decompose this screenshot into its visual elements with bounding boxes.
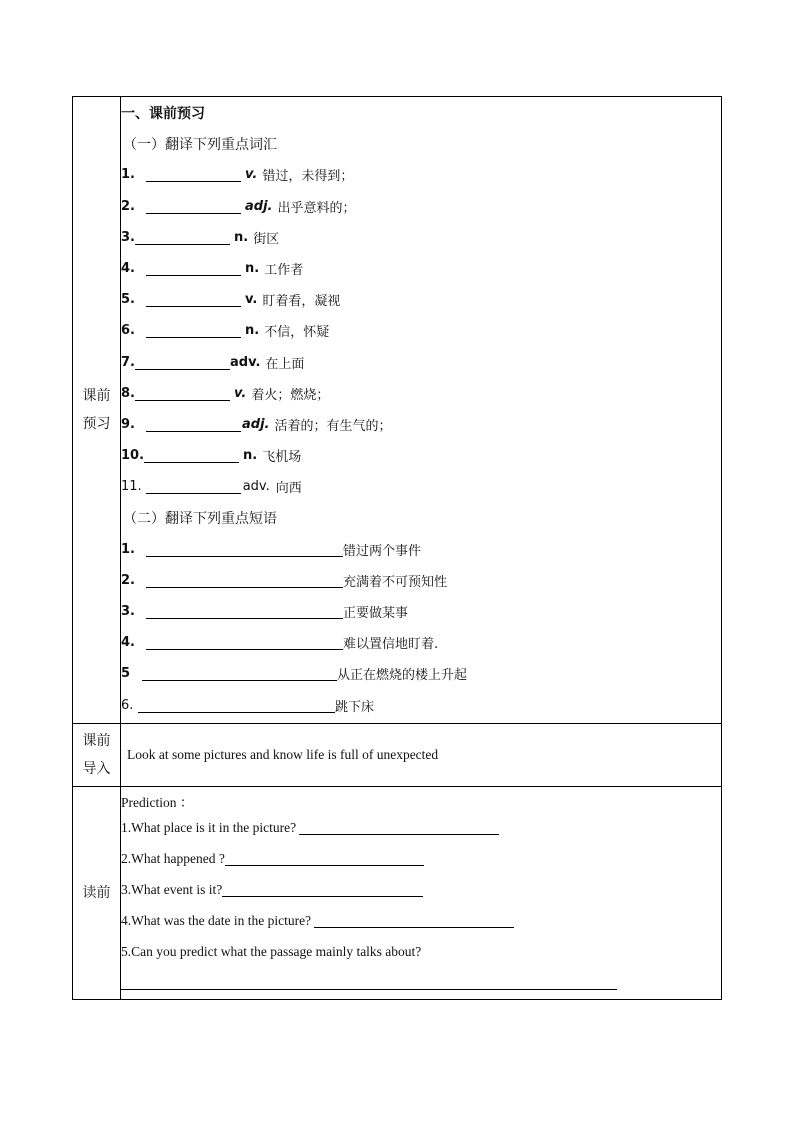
vocab-number: 6. [121,323,135,339]
prereading-label-text: 读前 [82,884,111,901]
prereading-content [121,786,722,999]
phrase-blank[interactable] [146,635,343,650]
phrase-item [121,565,721,596]
intro-label-text: 课前 导入 [82,732,111,777]
phrase-number: 5 [121,666,131,682]
phrase-item [121,534,721,565]
vocab-heading: （一）翻译下列重点词汇 [123,136,277,153]
phrase-number: 2. [121,572,135,588]
vocab-blank[interactable] [146,323,241,338]
question-item [121,968,721,999]
vocab-meaning: 飞机场 [262,450,302,466]
vocab-meaning: 活着的；有生气的； [274,418,392,434]
question-text: 5.Can you predict what the passage mainly talks about? [121,944,422,960]
vocab-number: 7. [121,354,135,370]
answer-blank[interactable] [222,883,423,897]
vocab-number: 3. [121,229,135,245]
question-item [121,844,721,875]
answer-blank[interactable] [299,821,499,835]
vocab-pos: adv. [229,354,261,370]
vocab-item [121,159,721,190]
prereading-label [73,786,121,999]
question-text: 1.What place is it in the picture? [121,820,297,836]
vocab-item [121,315,721,346]
vocab-blank[interactable] [146,199,241,214]
phrase-blank[interactable] [146,542,343,557]
vocab-pos: n. [245,323,260,339]
phrase-meaning: 从正在燃烧的楼上升起 [337,668,468,684]
phrase-meaning: 正要做某事 [343,606,409,622]
vocab-item [121,409,721,440]
question-item [121,937,721,968]
vocab-meaning: 街区 [253,231,280,247]
vocab-blank[interactable] [146,261,241,276]
phrase-item [121,596,721,627]
vocab-pos: adj. [245,198,273,214]
phrase-number: 3. [121,604,135,620]
phrase-number: 6. [121,697,134,713]
vocab-pos: n. [245,261,260,277]
vocab-pos: adv. [242,479,270,495]
prediction-title: Prediction ： [121,794,194,810]
vocab-pos: v. [245,292,258,308]
vocab-meaning: 出乎意料的； [277,200,356,216]
vocab-meaning: 向西 [275,481,302,497]
phrase-item [121,690,721,721]
vocab-item [121,222,721,253]
vocab-pos: n. [233,229,249,245]
preview-label [73,97,121,724]
vocab-pos: v. [245,167,258,183]
answer-blank[interactable] [225,852,424,866]
vocab-item [121,471,721,502]
vocab-number: 1. [121,167,135,183]
vocab-blank[interactable] [146,292,241,307]
vocab-number: 11. [121,479,142,495]
question-text: 4.What was the date in the picture? [121,913,312,929]
vocab-blank[interactable] [135,230,230,245]
vocab-blank[interactable] [135,386,230,401]
phrase-blank[interactable] [146,604,343,619]
preview-content [121,97,722,724]
question-item [121,906,721,937]
vocab-blank[interactable] [135,355,230,370]
phrase-item [121,658,721,689]
vocab-meaning: 着火；燃烧； [251,387,330,403]
answer-blank[interactable] [314,914,514,928]
vocab-item [121,253,721,284]
phrase-item [121,627,721,658]
phrase-blank[interactable] [142,666,337,681]
vocab-item [121,440,721,471]
prereading-row [73,786,722,999]
vocab-meaning: 工作者 [264,263,304,279]
question-item [121,813,721,844]
vocab-number: 10. [121,448,145,464]
vocab-number: 2. [121,198,135,214]
preview-row [73,97,722,724]
phrase-number: 4. [121,635,135,651]
vocab-blank[interactable] [146,167,241,182]
vocab-meaning: 不信，怀疑 [264,325,330,341]
phrase-meaning: 跳下床 [335,699,375,715]
intro-text: Look at some pictures and know life is full of unexpected [121,723,722,786]
question-item [121,875,721,906]
vocab-number: 9. [121,416,135,432]
phrase-meaning: 错过两个事件 [343,543,422,559]
vocab-item [121,347,721,378]
phrase-blank[interactable] [146,573,343,588]
preview-label-text: 课前 预习 [82,387,111,432]
vocab-pos: adj. [242,416,270,432]
vocab-pos: v. [233,385,247,401]
phrase-meaning: 难以置信地盯着. [343,637,439,653]
vocab-blank[interactable] [144,448,239,463]
vocab-pos: n. [243,448,258,464]
vocab-meaning: 盯着看，凝视 [262,294,341,310]
vocab-blank[interactable] [146,417,241,432]
vocab-number: 8. [121,385,135,401]
vocab-blank[interactable] [146,479,241,494]
answer-blank[interactable] [121,976,617,990]
question-text: 3.What event is it? [121,882,223,898]
vocab-item [121,378,721,409]
question-text: 2.What happened ? [121,851,225,867]
vocab-item [121,191,721,222]
phrase-number: 1. [121,541,135,557]
vocab-number: 5. [121,292,135,308]
preview-title: 一、课前预习 [121,105,205,122]
vocab-meaning: 错过，未得到； [262,169,354,185]
phrase-heading: （二）翻译下列重点短语 [123,511,277,528]
intro-label [73,723,121,786]
vocab-number: 4. [121,261,135,277]
intro-row [73,723,722,786]
vocab-meaning: 在上面 [265,356,305,372]
phrase-meaning: 充满着不可预知性 [343,574,448,590]
phrase-blank[interactable] [138,698,335,713]
vocab-item [121,284,721,315]
lesson-table [72,96,722,1000]
